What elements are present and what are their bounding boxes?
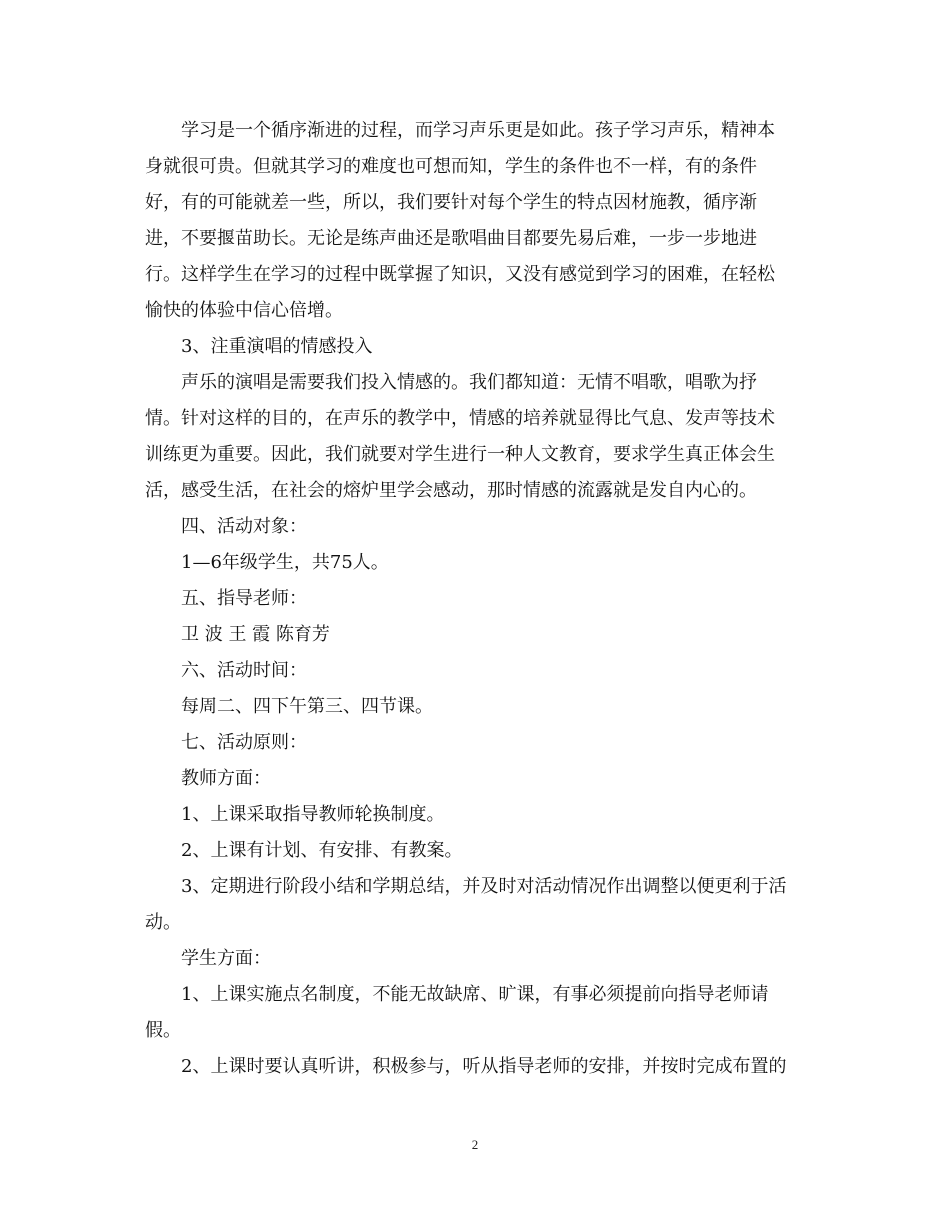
text-line: 四、活动对象： xyxy=(181,516,307,537)
text-line: 2、上课时要认真听讲，积极参与，听从指导老师的安排，并按时完成布置的 xyxy=(181,1056,787,1077)
text-line: 五、指导老师： xyxy=(181,588,307,609)
text-line: 训练更为重要。因此，我们就要对学生进行一种人文教育，要求学生真正体会生 xyxy=(145,444,775,465)
text-line: 1、上课实施点名制度，不能无故缺席、旷课，有事必须提前向指导老师请 xyxy=(181,984,769,1005)
text-line: 行。这样学生在学习的过程中既掌握了知识，又没有感觉到学习的困难，在轻松 xyxy=(145,264,775,285)
text-line: 愉快的体验中信心倍增。 xyxy=(145,300,343,321)
text-line: 情。针对这样的目的，在声乐的教学中，情感的培养就显得比气息、发声等技术 xyxy=(145,408,775,429)
text-line: 七、活动原则： xyxy=(181,732,307,753)
text-line: 学生方面： xyxy=(181,948,271,969)
text-line: 六、活动时间： xyxy=(181,660,307,681)
text-line: 声乐的演唱是需要我们投入情感的。我们都知道：无情不唱歌，唱歌为抒 xyxy=(181,372,757,393)
text-line: 动。 xyxy=(145,912,181,933)
text-line: 卫 波 王 霞 陈育芳 xyxy=(181,624,330,645)
text-line: 进，不要揠苗助长。无论是练声曲还是歌唱曲目都要先易后难，一步一步地进 xyxy=(145,228,757,249)
text-line: 教师方面： xyxy=(181,768,271,789)
text-line: 1、上课采取指导教师轮换制度。 xyxy=(181,804,445,825)
text-line: 学习是一个循序渐进的过程，而学习声乐更是如此。孩子学习声乐，精神本 xyxy=(181,120,775,141)
page-number: 2 xyxy=(471,1137,479,1152)
text-line: 2、上课有计划、有安排、有教案。 xyxy=(181,840,463,861)
text-line: 假。 xyxy=(145,1020,181,1041)
document-body xyxy=(145,113,810,1085)
text-line: 身就很可贵。但就其学习的难度也可想而知，学生的条件也不一样，有的条件 xyxy=(145,156,757,177)
text-line: 每周二、四下午第三、四节课。 xyxy=(181,696,433,717)
text-line: 好，有的可能就差一些，所以，我们要针对每个学生的特点因材施教，循序渐 xyxy=(145,192,757,213)
text-line: 3、定期进行阶段小结和学期总结，并及时对活动情况作出调整以便更利于活 xyxy=(181,876,787,897)
text-line: 活，感受生活，在社会的熔炉里学会感动，那时情感的流露就是发自内心的。 xyxy=(145,480,757,501)
text-line: 3、注重演唱的情感投入 xyxy=(181,336,373,357)
text-line: 1—6年级学生，共75人。 xyxy=(181,552,389,573)
